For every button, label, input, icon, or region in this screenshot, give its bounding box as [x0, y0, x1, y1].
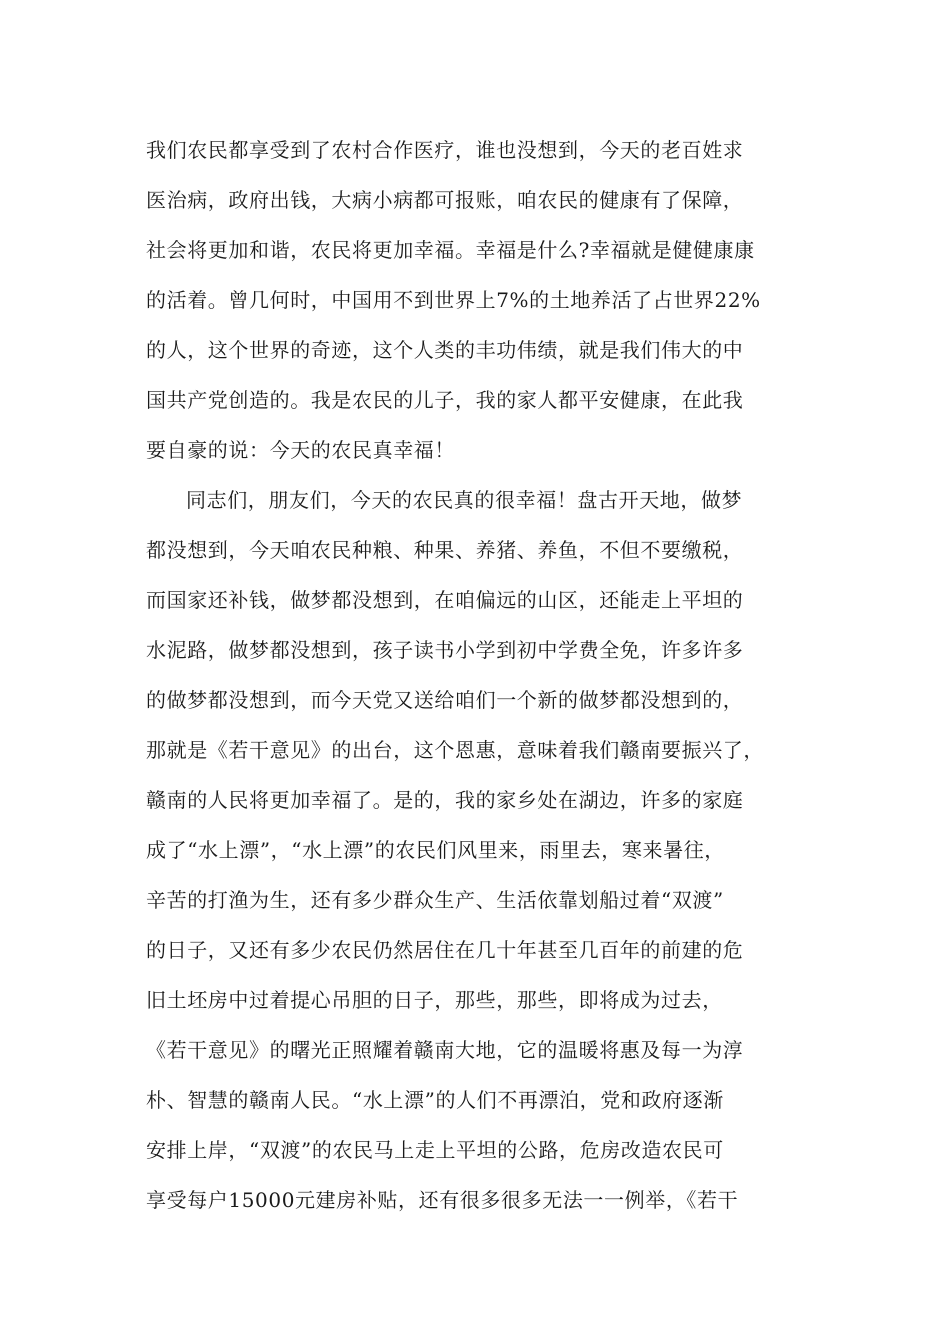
text-line: 都没想到，今天咱农民种粮、种果、养猪、养鱼，不但不要缴税， — [146, 538, 744, 562]
text-line: 医治病，政府出钱，大病小病都可报账，咱农民的健康有了保障， — [146, 188, 744, 212]
text-line: 的活着。曾几何时，中国用不到世界上7%的土地养活了占世界22% — [146, 288, 761, 312]
text-line: 社会将更加和谐，农民将更加幸福。幸福是什么?幸福就是健健康康 — [146, 238, 755, 262]
text-line: 同志们，朋友们，今天的农民真的很幸福！盘古开天地，做梦 — [186, 488, 743, 512]
text-line: 朴、智慧的赣南人民。“水上漂”的人们不再漂泊，党和政府逐渐 — [146, 1088, 724, 1112]
text-line: 而国家还补钱，做梦都没想到，在咱偏远的山区，还能走上平坦的 — [146, 588, 744, 612]
text-line: 我们农民都享受到了农村合作医疗，谁也没想到，今天的老百姓求 — [146, 138, 744, 162]
text-line: 赣南的人民将更加幸福了。是的，我的家乡处在湖边，许多的家庭 — [146, 788, 744, 812]
text-line: 成了“水上漂”，“水上漂”的农民们风里来，雨里去，寒来暑往， — [146, 838, 725, 862]
text-line: 那就是《若干意见》的出台，这个恩惠，意味着我们赣南要振兴了， — [146, 738, 764, 762]
text-line: 辛苦的打渔为生，还有多少群众生产、生活依靠划船过着“双渡” — [146, 888, 724, 912]
text-line: 的人，这个世界的奇迹，这个人类的丰功伟绩，就是我们伟大的中 — [146, 338, 744, 362]
text-line: 的做梦都没想到，而今天党又送给咱们一个新的做梦都没想到的， — [146, 688, 744, 712]
text-line: 要自豪的说：今天的农民真幸福！ — [146, 438, 455, 462]
text-line: 《若干意见》的曙光正照耀着赣南大地，它的温暖将惠及每一为淳 — [146, 1038, 744, 1062]
text-line: 的日子，又还有多少农民仍然居住在几十年甚至几百年的前建的危 — [146, 938, 744, 962]
text-line: 水泥路，做梦都没想到，孩子读书小学到初中学费全免，许多许多 — [146, 638, 744, 662]
text-line: 享受每户15000元建房补贴，还有很多很多无法一一例举，《若干 — [146, 1188, 739, 1212]
text-line: 安排上岸，“双渡”的农民马上走上平坦的公路，危房改造农民可 — [146, 1138, 724, 1162]
text-line: 国共产党创造的。我是农民的儿子，我的家人都平安健康，在此我 — [146, 388, 744, 412]
text-line: 旧土坯房中过着提心吊胆的日子，那些，那些，即将成为过去， — [146, 988, 723, 1012]
